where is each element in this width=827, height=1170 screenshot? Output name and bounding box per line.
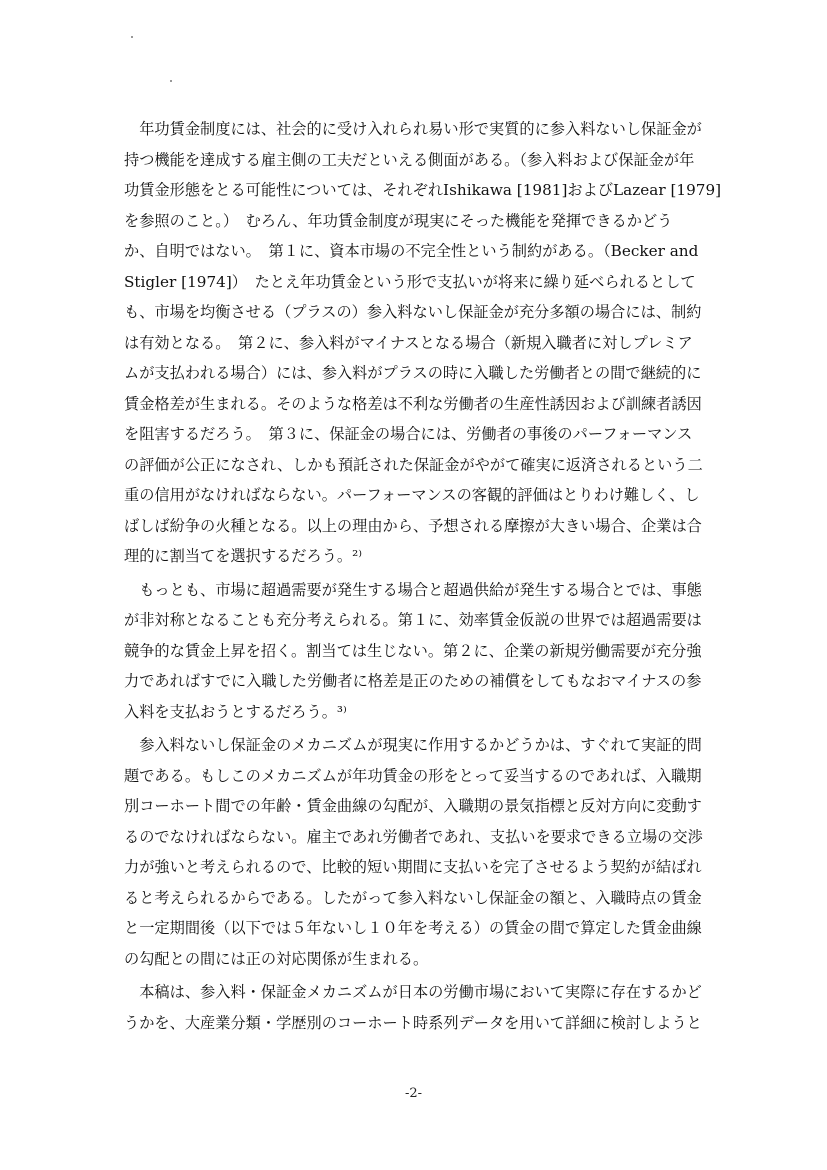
text-line: もっとも、市場に超過需要が発生する場合と超過供給が発生する場合とでは、事態 xyxy=(124,580,702,599)
text-line: を参照のこと。） むろん、年功賃金制度が現実にそった機能を発揮できるかどう xyxy=(124,211,673,230)
scan-speck xyxy=(131,36,133,38)
text-line: 功賃金形態をとる可能性については、それぞれIshikawa [1981]およびLazear [1979] xyxy=(124,181,722,199)
text-line: うかを、大産業分類・学歴別のコーホート時系列データを用いて詳細に検討しようと xyxy=(124,1013,702,1032)
text-line: 力が強いと考えられるので、比較的短い期間に支払いを完了させるよう契約が結ばれ xyxy=(124,858,702,876)
text-line: も、市場を均衡させる（プラスの）参入料ないし保証金が充分多額の場合には、制約 xyxy=(124,303,702,321)
text-line: ばしば紛争の火種となる。以上の理由から、予想される摩擦が大きい場合、企業は合 xyxy=(124,516,702,535)
text-line: 本稿は、参入料・保証金メカニズムが日本の労働市場において実際に存在するかど xyxy=(124,983,702,1001)
text-line: 力であればすでに入職した労働者に格差是正のための補償をしてもなおマイナスの参 xyxy=(124,672,702,690)
text-line: るのでなければならない。雇主であれ労働者であれ、支払いを要求できる立場の交渉 xyxy=(124,827,703,846)
text-line: 題である。もしこのメカニズムが年功賃金の形をとって妥当するのであれば、入職期 xyxy=(124,766,702,785)
page-number: -2- xyxy=(404,1086,423,1101)
text-line: 競争的な賃金上昇を招く。割当ては生じない。第２に、企業の新規労働需要が充分強 xyxy=(124,641,702,660)
text-line: ムが支払われる場合）には、参入料がプラスの時に入職した労働者との間で継続的に xyxy=(124,364,702,382)
text-line: 参入料ないし保証金のメカニズムが現実に作用するかどうかは、すぐれて実証的問 xyxy=(124,736,702,754)
text-line: Stigler [1974]） たとえ年功賃金という形で支払いが将来に繰り延べられるとして xyxy=(124,272,696,291)
text-line: 持つ機能を達成する雇主側の工夫だといえる側面がある。（参入料および保証金が年 xyxy=(124,150,695,169)
scan-speck xyxy=(170,80,172,82)
text-line: の勾配との間には正の対応関係が生まれる。 xyxy=(124,949,429,968)
text-line: 入料を支払おうとするだろう。³⁾ xyxy=(124,702,347,721)
text-line: を阻害するだろう。 第３に、保証金の場合には、労働者の事後のパーフォーマンス xyxy=(124,425,693,443)
body-text xyxy=(124,114,720,1038)
text-line: の評価が公正になされ、しかも預託された保証金がやがて確実に返済されるという二 xyxy=(124,455,703,474)
text-line: は有効となる。 第２に、参入料がマイナスとなる場合（新規入職者に対しプレミア xyxy=(124,333,693,352)
text-line: 理的に割当てを選択するだろう。²⁾ xyxy=(124,547,362,565)
text-line: と一定期間後（以下では５年ないし１０年を考える）の賃金の間で算定した賃金曲線 xyxy=(124,919,702,937)
text-line: 重の信用がなければならない。パーフォーマンスの客観的評価はとりわけ難しく、し xyxy=(124,486,700,504)
text-line: 別コーホート間での年齢・賃金曲線の勾配が、入職期の景気指標と反対方向に変動す xyxy=(124,797,702,815)
text-line: か、自明ではない。 第１に、資本市場の不完全性という制約がある。（Becker and xyxy=(124,242,699,260)
text-line: 賃金格差が生まれる。そのような格差は不利な労働者の生産性誘因および訓練者誘因 xyxy=(124,394,702,413)
text-line: 年功賃金制度には、社会的に受け入れられ易い形で実質的に参入料ないし保証金が xyxy=(124,120,702,138)
text-line: ると考えられるからである。したがって参入料ないし保証金の額と、入職時点の賃金 xyxy=(124,888,702,907)
text-line: が非対称となることも充分考えられる。第１に、効率賃金仮説の世界では超過需要は xyxy=(124,611,702,629)
